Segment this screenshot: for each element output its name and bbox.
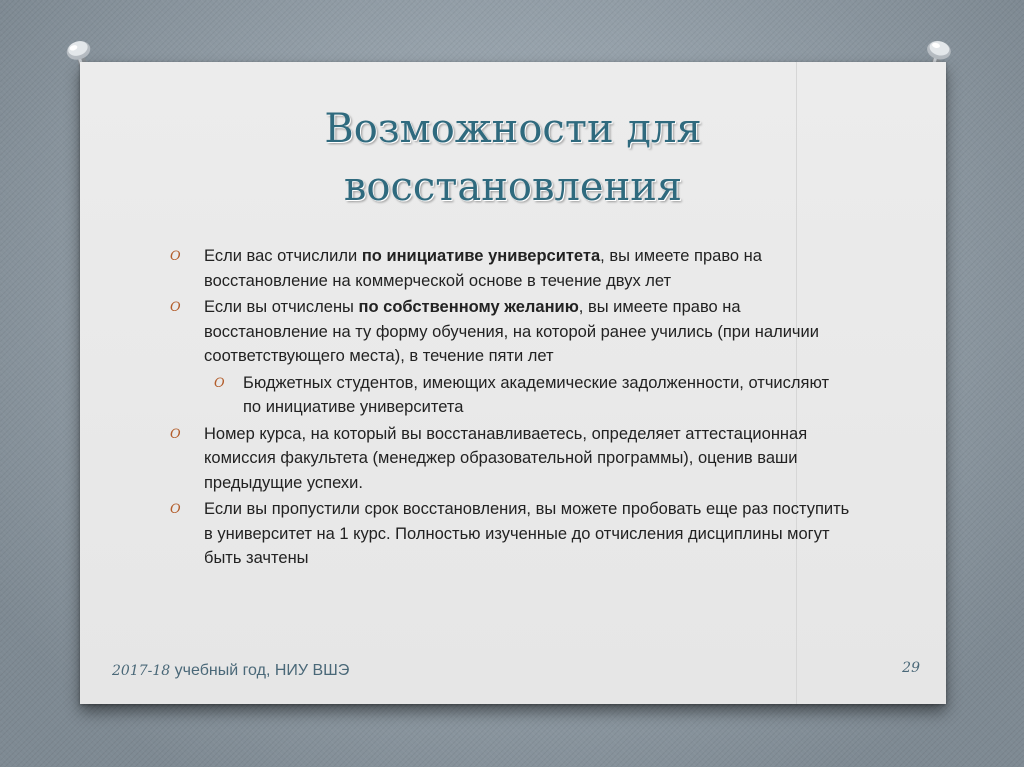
- bullet-icon: O: [214, 375, 225, 391]
- list-item-text: , вы имеете право на восстановление на коммерческой основе в течение двух лет: [204, 247, 762, 290]
- list-item-text: Если вы отчислены: [204, 298, 359, 316]
- list-item-emphasis: по инициативе университета: [361, 247, 601, 265]
- list-item-text: Бюджетных студентов, имеющих академические задолженности, отчисляют по инициативе университета: [243, 373, 830, 416]
- slide-title-line-1: Возможности для: [324, 106, 702, 152]
- sub-list-item: [170, 371, 850, 420]
- bullet-icon: O: [170, 426, 181, 442]
- bullet-icon: O: [170, 300, 181, 315]
- list-item-text: , вы имеете право на восстановление на ту форму обучения, на которой ранее учились (при наличии соответствующего места), в течение пяти лет: [204, 298, 819, 365]
- slide-footer: [112, 662, 349, 680]
- bullet-icon: O: [170, 249, 181, 264]
- list-item: [170, 244, 850, 293]
- list-item: [170, 295, 850, 369]
- list-item: [170, 497, 850, 571]
- footer-year: 2017-18: [112, 663, 171, 679]
- bullet-list: [170, 244, 850, 573]
- slide-title: [80, 100, 946, 216]
- footer-text: учебный год, НИУ ВШЭ: [170, 662, 350, 679]
- slide-title-line-2: восстановления: [343, 164, 683, 210]
- list-item-emphasis: по собственному желанию: [358, 298, 579, 316]
- bullet-icon: O: [170, 502, 181, 517]
- list-item-text: Если вас отчислили: [204, 247, 362, 265]
- page-number: 29: [902, 660, 920, 676]
- list-item-text: Номер курса, на который вы восстанавливаетесь, определяет аттестационная комиссия факультета (менеджер образовательной программы), оценив ваши предыдущие успехи.: [204, 424, 808, 492]
- list-item-text: Если вы пропустили срок восстановления, вы можете пробовать еще раз поступить в университет на 1 курс. Полностью изученные до отчисления дисциплины могут быть зачтены: [204, 500, 850, 567]
- list-item: [170, 422, 850, 496]
